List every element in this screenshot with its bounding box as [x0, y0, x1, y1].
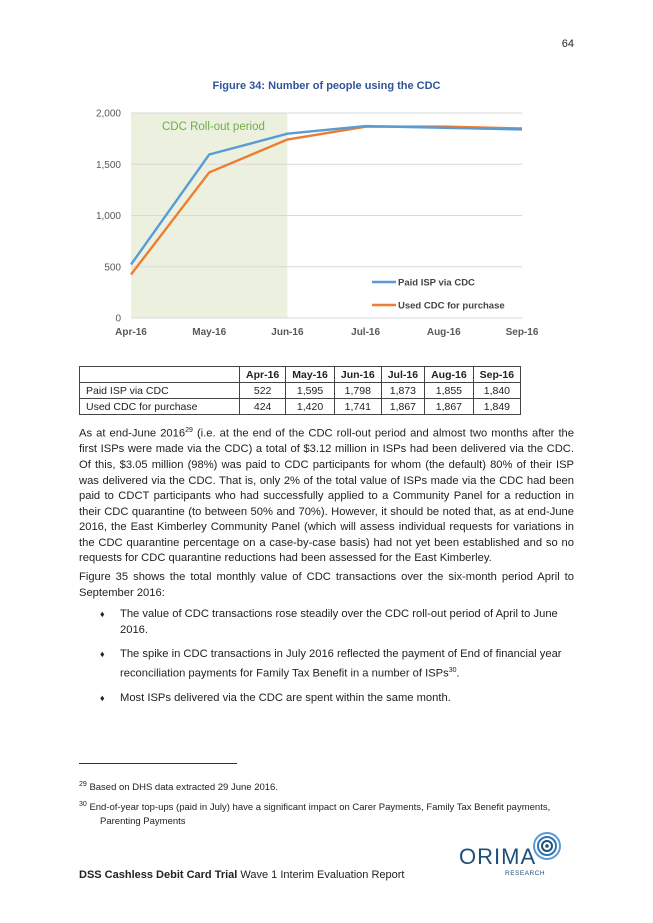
footnote-text-cont: Parenting Payments — [100, 815, 186, 827]
table-cell: 1,798 — [334, 383, 381, 399]
footnote-number: 30 — [79, 801, 87, 808]
y-tick-label: 0 — [115, 313, 121, 325]
footnote-number: 29 — [79, 781, 87, 788]
logo-circles-icon — [534, 833, 560, 859]
logo-wordmark: ORIMA — [459, 844, 537, 869]
footnote-ref-30[interactable]: 30 — [448, 666, 457, 674]
footer-title: DSS Cashless Debit Card Trial — [79, 869, 238, 881]
table-row — [80, 399, 521, 415]
bullet-list — [100, 607, 576, 716]
x-tick-label: Jun-16 — [271, 327, 304, 338]
table-cell: 1,420 — [286, 399, 335, 415]
paragraph-text: As at end-June 2016 — [79, 427, 186, 440]
table-cell: Used CDC for purchase — [80, 399, 240, 415]
diamond-bullet-icon: ♦ — [100, 693, 105, 704]
x-tick-label: May-16 — [192, 327, 227, 338]
table-header-cell: Jun-16 — [334, 367, 381, 383]
table-header-cell: May-16 — [286, 367, 335, 383]
table-cell: 1,867 — [425, 399, 474, 415]
page-number: 64 — [561, 38, 574, 50]
y-tick-label: 500 — [104, 262, 121, 274]
y-tick-label: 1,000 — [95, 211, 121, 222]
legend-label-used: Used CDC for purchase — [398, 300, 505, 312]
table-cell: 522 — [240, 383, 286, 399]
y-tick-labels — [96, 109, 121, 325]
logo-subtext: RESEARCH — [505, 870, 546, 877]
list-item — [100, 691, 576, 707]
paragraph-text: (i.e. at the end of the CDC roll-out period and almost two months after the first ISPs were made via the CDC) a total of $3.12 million in ISPs had been delivered via the CDC. Of this, $3.05 million (98%) was paid to CDC participants for whom (the default) 80% of their ISP was delivered via the CDC. That is, only 2% of the total value of ISPs made via the CDC had been paid to CDCT participants who had successfully applied to a Community Panel for a reduction in their CDC quarantine (to between 50% and 70%). However, it should be noted that, as at end-June 2016, the East Kimberley Community Panel (which will assess individual requests for variations in the CDC quarantine percentage on a case-by-case basis) had not yet been established and so no requests for CDC quarantine reductions had been assessed for the East Kimberley. — [79, 427, 574, 565]
table-cell: 1,855 — [425, 383, 474, 399]
legend-label-paid: Paid ISP via CDC — [398, 277, 475, 289]
x-tick-label: Apr-16 — [115, 327, 147, 338]
footer-subtitle: Wave 1 Interim Evaluation Report — [237, 869, 405, 881]
table-cell: 1,849 — [473, 399, 520, 415]
data-table — [79, 366, 521, 415]
orima-logo — [455, 829, 565, 879]
table-header-cell — [80, 367, 240, 383]
table-cell: 1,873 — [381, 383, 424, 399]
table-header-cell: Jul-16 — [381, 367, 424, 383]
bullet-text: The value of CDC transactions rose steadily over the CDC roll-out period of April to June 2016. — [120, 608, 558, 636]
x-tick-labels — [115, 327, 539, 338]
bullet-text-tail: . — [456, 667, 460, 680]
list-item — [100, 607, 576, 638]
table-row — [80, 383, 521, 399]
table-header-cell: Apr-16 — [240, 367, 286, 383]
table-cell: 1,595 — [286, 383, 335, 399]
table-header-cell: Sep-16 — [473, 367, 520, 383]
table-cell: 1,840 — [473, 383, 520, 399]
table-cell: Paid ISP via CDC — [80, 383, 240, 399]
footnote-divider — [79, 763, 237, 764]
footnote-text: Based on DHS data extracted 29 June 2016. — [89, 782, 278, 794]
x-tick-label: Aug-16 — [426, 327, 461, 338]
footer — [79, 869, 404, 881]
paragraph-end-june — [79, 423, 574, 567]
bullet-text: The spike in CDC transactions in July 2016 reflected the payment of End of financial year reconciliation payments for Family Tax Benefit in a number of ISPs — [120, 648, 562, 680]
footnote-ref-29[interactable]: 29 — [185, 427, 193, 434]
figure-title: Figure 34: Number of people using the CDC — [212, 80, 441, 92]
table-cell: 424 — [240, 399, 286, 415]
table-header-row — [80, 367, 521, 383]
legend — [372, 278, 505, 312]
y-tick-label: 1,500 — [95, 159, 121, 171]
bullet-text: Most ISPs delivered via the CDC are spent within the same month. — [120, 692, 451, 705]
diamond-bullet-icon: ♦ — [100, 649, 105, 660]
rollout-annotation: CDC Roll-out period — [162, 121, 265, 133]
paragraph-figure-35: Figure 35 shows the total monthly value of CDC transactions over the six-month period April to September 2016: — [79, 571, 574, 599]
footnote-30 — [79, 798, 574, 828]
line-chart — [80, 100, 540, 350]
table-cell: 1,867 — [381, 399, 424, 415]
x-tick-label: Jul-16 — [351, 327, 381, 338]
x-tick-label: Sep-16 — [505, 327, 539, 338]
table-header-cell: Aug-16 — [425, 367, 474, 383]
footnote-text: End-of-year top-ups (paid in July) have a significant impact on Carer Payments, Family Tax Benefit payments, — [89, 802, 551, 814]
y-tick-label: 2,000 — [95, 108, 121, 120]
footnote-29 — [79, 778, 574, 795]
table-cell: 1,741 — [334, 399, 381, 415]
diamond-bullet-icon: ♦ — [100, 609, 105, 619]
list-item — [100, 647, 576, 682]
